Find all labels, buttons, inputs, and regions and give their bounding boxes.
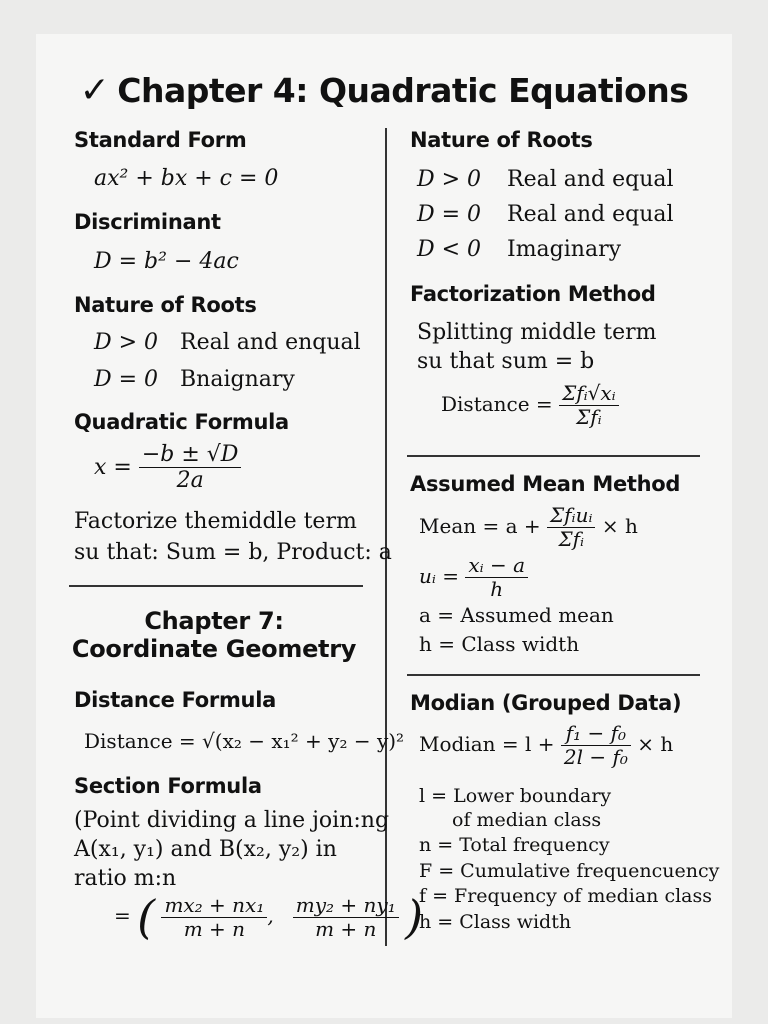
checkmark-icon: ✓ [79, 70, 110, 111]
nature-roots-heading-left: Nature of Roots [74, 293, 257, 317]
u-numerator: xᵢ − a [465, 554, 528, 578]
mean-numerator: Σfᵢuᵢ [547, 504, 595, 528]
median-fraction [561, 722, 631, 769]
section-den-2: m + n [315, 916, 377, 941]
section-eq: = [114, 903, 131, 928]
median-line-3: n = Total frequency [419, 834, 610, 856]
root-text-left-2: Bnaignary [180, 367, 295, 392]
root-text-right-3: Imaginary [507, 237, 622, 262]
factorization-lhs: Distance = [441, 392, 553, 416]
discriminant-heading: Discriminant [74, 210, 221, 234]
section-line-3: ratio m:n [74, 866, 177, 891]
factorization-numerator: Σfᵢ√xᵢ [559, 382, 619, 406]
mean-denominator: Σfᵢ [558, 527, 585, 551]
factorization-fraction [559, 382, 619, 429]
distance-formula: Distance = √(x₂ − x₁² + y₂ − y)² [84, 729, 405, 753]
chapter7-heading: Chapter 7: Coordinate Geometry [71, 607, 357, 663]
quadratic-formula-heading: Quadratic Formula [74, 410, 289, 434]
median-line-1: l = Lower boundary [419, 785, 612, 807]
section-line-1: (Point dividing a line join:ng [74, 808, 390, 833]
section-fraction-1 [161, 894, 267, 941]
root-cond-right-2: D = 0 [417, 202, 482, 227]
u-lhs: uᵢ = [419, 564, 460, 588]
section-line-2: A(x₁, y₁) and B(x₂, y₂) in [74, 837, 337, 862]
u-fraction [465, 554, 528, 601]
root-text-right-2: Real and equal [507, 202, 674, 227]
discriminant-formula: D = b² − 4ac [94, 249, 239, 274]
assumed-mean-heading: Assumed Mean Method [410, 472, 681, 496]
mean-fraction [547, 504, 595, 551]
section-num-2: my₂ + ny₁ [293, 894, 399, 918]
assumed-mean-formula [419, 504, 638, 551]
section-formula: = ( $\frac{\text{mx₂ + nx₁}}{m + n}$ , $\frac{\text{my₂ + ny₁}}{m + n}$ ) [114, 890, 424, 944]
root-cond-right-3: D < 0 [417, 237, 482, 262]
median-line-2: of median class [452, 809, 602, 831]
median-denominator: 2l − f₀ [563, 745, 628, 769]
standard-form-heading: Standard Form [74, 128, 247, 152]
right-paren: ) [405, 890, 424, 944]
median-numerator: f₁ − f₀ [561, 722, 631, 746]
root-cond-right-1: D > 0 [417, 167, 482, 192]
factorize-line-2: su that: Sum = b, Product: a [74, 540, 392, 565]
assumed-mean-a-line: a = Assumed mean [419, 603, 614, 627]
factorization-denominator: Σfᵢ [576, 405, 602, 429]
quadratic-denominator: 2a [176, 468, 204, 494]
median-lhs: Modian = l + [419, 732, 555, 756]
assumed-mean-h-line: h = Class width [419, 632, 580, 656]
quadratic-formula [94, 442, 241, 494]
mean-lhs: Mean = a + [419, 514, 541, 538]
factorization-heading: Factorization Method [410, 282, 656, 306]
quadratic-lhs: x = [94, 454, 132, 480]
section-fraction-2 [293, 894, 399, 941]
section-den-1: m + n [183, 916, 246, 941]
standard-form-formula: ax² + bx + c = 0 [94, 166, 279, 191]
distance-formula-heading: Distance Formula [74, 688, 276, 712]
quadratic-numerator: −b ± √D [139, 442, 242, 468]
median-tail: × h [637, 732, 674, 756]
page-title [0, 70, 768, 111]
factorization-line-2: su that sum = b [417, 349, 595, 374]
root-cond-left-2: D = 0 [94, 367, 159, 392]
section-num-1: mx₂ + nx₁ [161, 894, 267, 918]
median-line-6: h = Class width [419, 911, 572, 933]
nature-roots-heading-right: Nature of Roots [410, 128, 593, 152]
root-text-right-1: Real and equal [507, 167, 674, 192]
factorization-formula [441, 382, 619, 429]
u-formula [419, 554, 528, 601]
median-heading: Modian (Grouped Data) [410, 691, 682, 715]
root-cond-left-1: D > 0 [94, 330, 159, 355]
median-line-4: F = Cumulative frequencuency [419, 860, 720, 882]
quadratic-fraction [139, 442, 242, 494]
factorize-line-1: Factorize themiddle term [74, 509, 357, 534]
root-text-left-1: Real and enqual [180, 330, 361, 355]
left-paren: ( [137, 890, 156, 944]
u-denominator: h [490, 577, 504, 601]
right-divider-2 [407, 674, 700, 676]
median-line-5: f = Frequency of median class [419, 885, 712, 907]
left-divider [69, 585, 363, 587]
mean-tail: × h [601, 514, 638, 538]
factorization-line-1: Splitting middle term [417, 320, 657, 345]
median-formula [419, 722, 673, 769]
title-text: Chapter 4: Quadratic Equations [117, 71, 689, 110]
right-divider-1 [407, 455, 700, 457]
section-formula-heading: Section Formula [74, 774, 262, 798]
